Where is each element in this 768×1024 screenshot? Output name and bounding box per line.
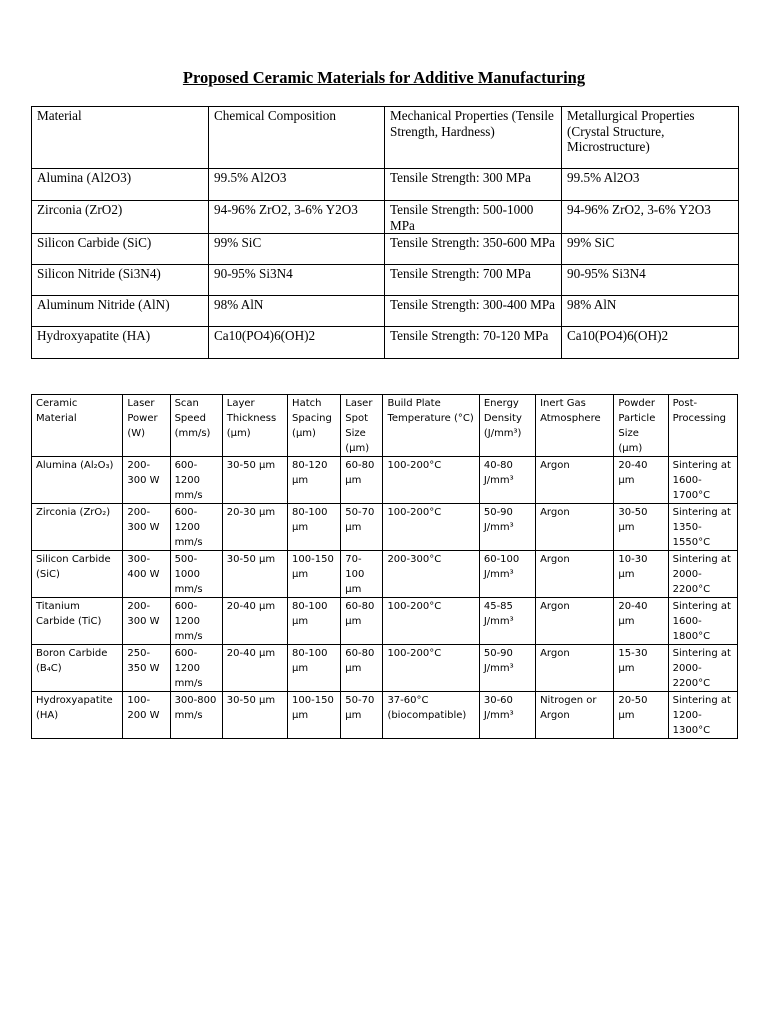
table-cell: 100-200°C [383, 598, 479, 645]
table-cell: 20-30 µm [222, 504, 287, 551]
table-header-row [32, 107, 739, 169]
table-cell: 37-60°C (biocompatible) [383, 692, 479, 739]
table-cell: Argon [536, 457, 614, 504]
table-row [32, 234, 739, 265]
table-cell: 100-150 µm [288, 551, 341, 598]
header-cell: Hatch Spacing (µm) [288, 395, 341, 457]
table-cell: Alumina (Al₂O₃) [32, 457, 123, 504]
header-cell: Inert Gas Atmosphere [536, 395, 614, 457]
material-cell: Silicon Nitride (Si3N4) [32, 265, 209, 296]
composition-cell: 99% SiC [209, 234, 385, 265]
table-row [32, 645, 738, 692]
table-cell: 20-40 µm [614, 457, 668, 504]
document-title: Proposed Ceramic Materials for Additive Manufacturing [182, 68, 586, 87]
mechanical-cell: Tensile Strength: 700 MPa [385, 265, 562, 296]
table-cell: Titanium Carbide (TiC) [32, 598, 123, 645]
composition-cell: 94-96% ZrO2, 3-6% Y2O3 [209, 201, 385, 234]
metallurgical-cell: 98% AlN [562, 296, 739, 327]
table-cell: 600-1200 mm/s [170, 645, 222, 692]
composition-cell: 99.5% Al2O3 [209, 169, 385, 201]
table-cell: Sintering at 2000-2200°C [668, 645, 737, 692]
material-cell: Silicon Carbide (SiC) [32, 234, 209, 265]
header-cell: Post-Processing [668, 395, 737, 457]
table-row [32, 692, 738, 739]
table-cell: Nitrogen or Argon [536, 692, 614, 739]
table-cell: 200-300 W [123, 504, 170, 551]
table-cell: 80-100 µm [288, 598, 341, 645]
table-cell: 100-200°C [383, 645, 479, 692]
header-cell: Mechanical Properties (Tensile Strength, Hardness) [385, 107, 562, 169]
composition-cell: Ca10(PO4)6(OH)2 [209, 327, 385, 359]
header-cell: Layer Thickness (µm) [222, 395, 287, 457]
table-cell: 100-200°C [383, 457, 479, 504]
material-properties-table [31, 106, 739, 359]
table-cell: 500-1000 mm/s [170, 551, 222, 598]
process-parameters-table [31, 394, 738, 739]
table-cell: 60-80 µm [341, 598, 383, 645]
table-cell: 200-300 W [123, 457, 170, 504]
composition-cell: 90-95% Si3N4 [209, 265, 385, 296]
table-cell: 250-350 W [123, 645, 170, 692]
table-cell: 70-100 µm [341, 551, 383, 598]
mechanical-cell: Tensile Strength: 350-600 MPa [385, 234, 562, 265]
table-cell: 30-50 µm [222, 551, 287, 598]
table-cell: 300-400 W [123, 551, 170, 598]
composition-cell: 98% AlN [209, 296, 385, 327]
table-cell: 10-30 µm [614, 551, 668, 598]
table-cell: 100-200 W [123, 692, 170, 739]
table-row [32, 457, 738, 504]
table-cell: 20-40 µm [614, 598, 668, 645]
table-cell: Silicon Carbide (SiC) [32, 551, 123, 598]
table-cell: 60-80 µm [341, 457, 383, 504]
table-cell: Sintering at 2000-2200°C [668, 551, 737, 598]
table-cell: Sintering at 1350-1550°C [668, 504, 737, 551]
table-cell: Zirconia (ZrO₂) [32, 504, 123, 551]
table-cell: Argon [536, 504, 614, 551]
table-cell: Argon [536, 598, 614, 645]
table-cell: Sintering at 1600-1700°C [668, 457, 737, 504]
material-cell: Zirconia (ZrO2) [32, 201, 209, 234]
header-cell: Powder Particle Size (µm) [614, 395, 668, 457]
table-row [32, 598, 738, 645]
table-cell: 60-100 J/mm³ [479, 551, 535, 598]
table-cell: Sintering at 1600-1800°C [668, 598, 737, 645]
table-cell: 300-800 mm/s [170, 692, 222, 739]
table-row [32, 201, 739, 234]
header-cell: Laser Power (W) [123, 395, 170, 457]
table-header-row [32, 395, 738, 457]
mechanical-cell: Tensile Strength: 500-1000 MPa [385, 201, 562, 234]
table-cell: 600-1200 mm/s [170, 598, 222, 645]
table-cell: 50-90 J/mm³ [479, 645, 535, 692]
table-cell: Argon [536, 645, 614, 692]
table-row [32, 265, 739, 296]
table-row [32, 551, 738, 598]
metallurgical-cell: Ca10(PO4)6(OH)2 [562, 327, 739, 359]
header-cell: Chemical Composition [209, 107, 385, 169]
metallurgical-cell: 90-95% Si3N4 [562, 265, 739, 296]
material-cell: Hydroxyapatite (HA) [32, 327, 209, 359]
table-cell: 600-1200 mm/s [170, 457, 222, 504]
table-cell: Boron Carbide (B₄C) [32, 645, 123, 692]
header-cell: Build Plate Temperature (°C) [383, 395, 479, 457]
table-cell: 30-50 µm [614, 504, 668, 551]
table-cell: 45-85 J/mm³ [479, 598, 535, 645]
header-cell: Energy Density (J/mm³) [479, 395, 535, 457]
table-cell: 100-200°C [383, 504, 479, 551]
metallurgical-cell: 99% SiC [562, 234, 739, 265]
table-cell: 200-300°C [383, 551, 479, 598]
table-cell: 30-50 µm [222, 457, 287, 504]
table-cell: 15-30 µm [614, 645, 668, 692]
metallurgical-cell: 94-96% ZrO2, 3-6% Y2O3 [562, 201, 739, 234]
table-row [32, 296, 739, 327]
table-cell: 80-100 µm [288, 645, 341, 692]
table-cell: 30-50 µm [222, 692, 287, 739]
table-cell: Hydroxyapatite (HA) [32, 692, 123, 739]
material-cell: Alumina (Al2O3) [32, 169, 209, 201]
table-cell: 50-90 J/mm³ [479, 504, 535, 551]
table-cell: 600-1200 mm/s [170, 504, 222, 551]
table-cell: 20-40 µm [222, 645, 287, 692]
table-cell: 50-70 µm [341, 504, 383, 551]
mechanical-cell: Tensile Strength: 300 MPa [385, 169, 562, 201]
table-cell: 50-70 µm [341, 692, 383, 739]
table-cell: 80-100 µm [288, 504, 341, 551]
table-cell: 30-60 J/mm³ [479, 692, 535, 739]
table-row [32, 169, 739, 201]
table-cell: Sintering at 1200-1300°C [668, 692, 737, 739]
mechanical-cell: Tensile Strength: 70-120 MPa [385, 327, 562, 359]
header-cell: Laser Spot Size (µm) [341, 395, 383, 457]
header-cell: Ceramic Material [32, 395, 123, 457]
table-cell: 200-300 W [123, 598, 170, 645]
mechanical-cell: Tensile Strength: 300-400 MPa [385, 296, 562, 327]
material-cell: Aluminum Nitride (AlN) [32, 296, 209, 327]
table-row [32, 327, 739, 359]
table-row [32, 504, 738, 551]
header-cell: Metallurgical Properties (Crystal Structure, Microstructure) [562, 107, 739, 169]
table-cell: 60-80 µm [341, 645, 383, 692]
header-cell: Scan Speed (mm/s) [170, 395, 222, 457]
table-cell: 20-50 µm [614, 692, 668, 739]
table-cell: Argon [536, 551, 614, 598]
table-cell: 40-80 J/mm³ [479, 457, 535, 504]
header-cell: Material [32, 107, 209, 169]
metallurgical-cell: 99.5% Al2O3 [562, 169, 739, 201]
table-cell: 80-120 µm [288, 457, 341, 504]
table-cell: 100-150 µm [288, 692, 341, 739]
table-cell: 20-40 µm [222, 598, 287, 645]
